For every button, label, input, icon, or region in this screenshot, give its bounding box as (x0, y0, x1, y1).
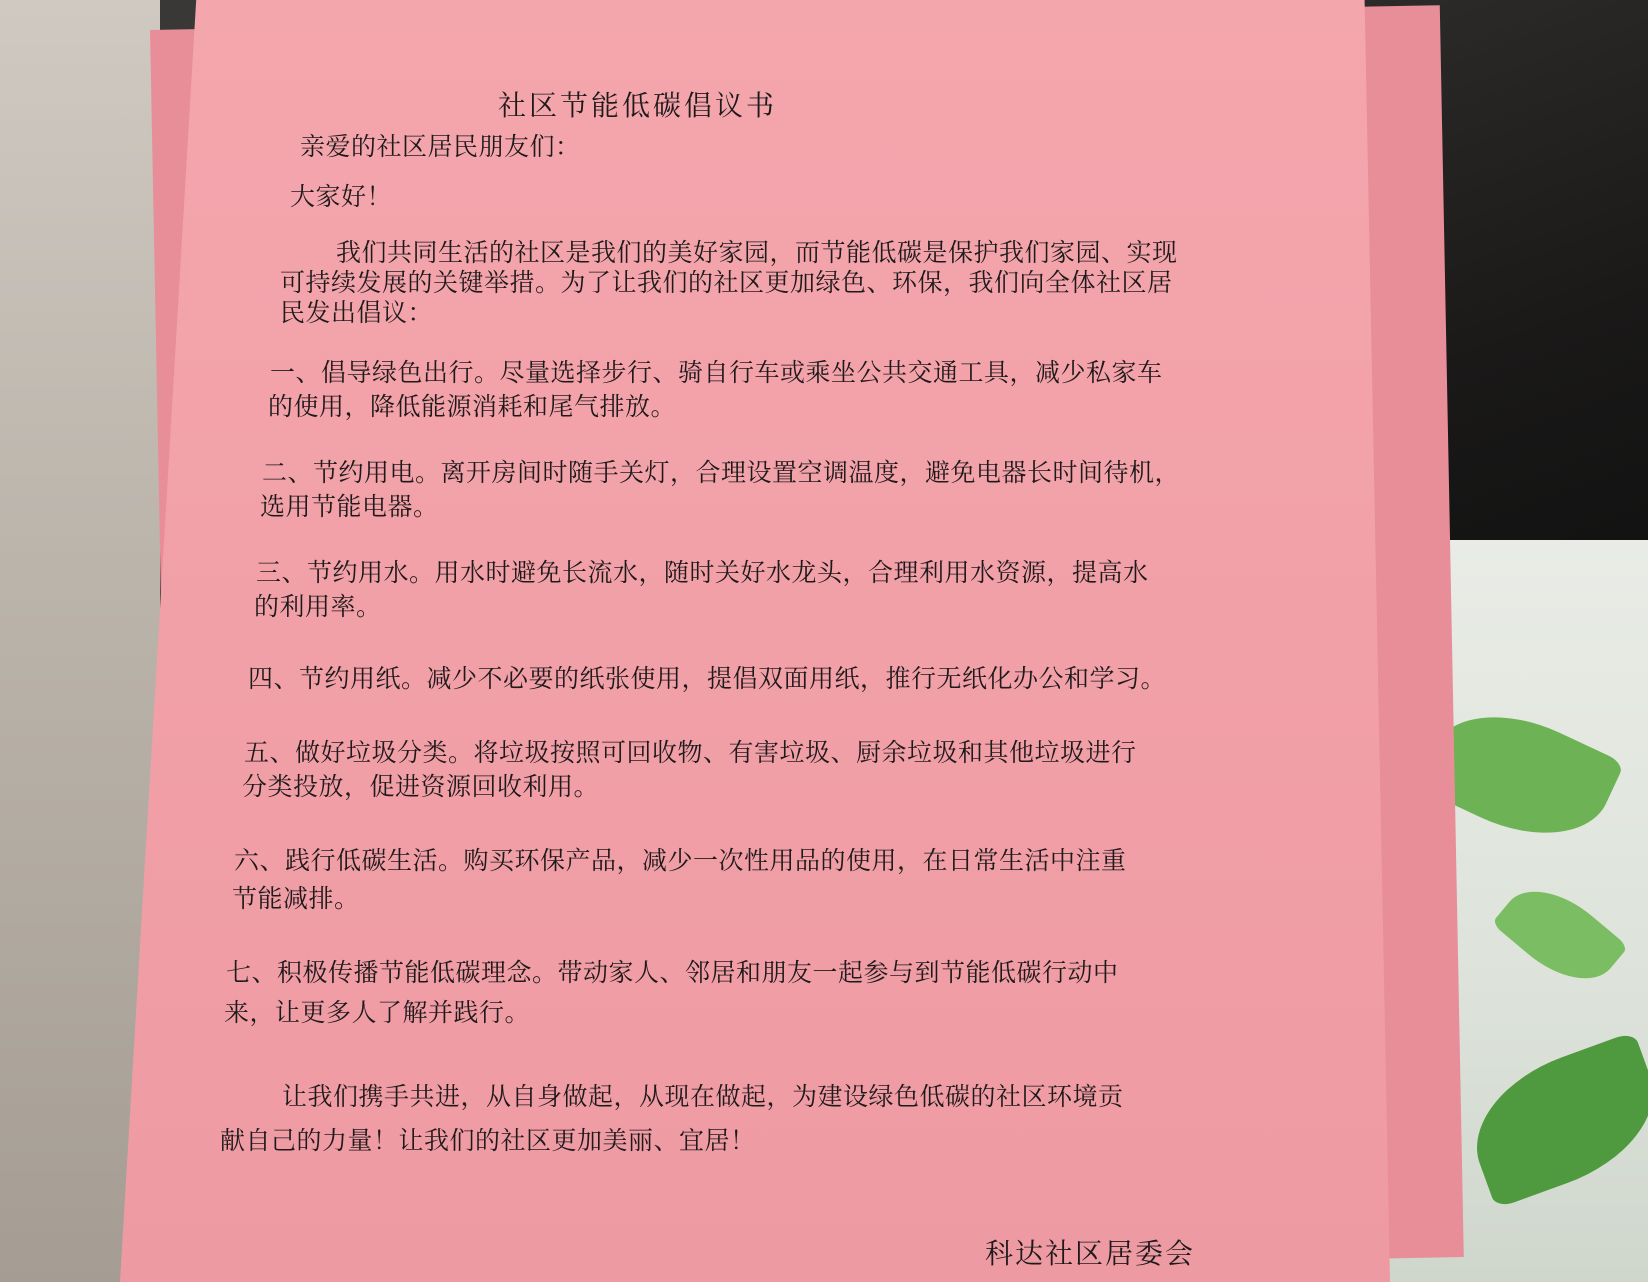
closing-line-2: 献自己的力量！让我们的社区更加美丽、宜居！ (220, 1126, 756, 1155)
signature: 科达社区居委会 (985, 1237, 1196, 1270)
item-6-line-1: 六、践行低碳生活。购买环保产品，减少一次性用品的使用，在日常生活中注重 (234, 846, 1127, 875)
item-2-line-1: 二、节约用电。离开房间时随手关灯，合理设置空调温度，避免电器长时间待机， (262, 458, 1181, 487)
intro-line-1: 我们共同生活的社区是我们的美好家园，而节能低碳是保护我们家园、实现 (336, 238, 1178, 267)
item-5-line-1: 五、做好垃圾分类。将垃圾按照可回收物、有害垃圾、厨余垃圾和其他垃圾进行 (244, 738, 1137, 767)
item-2-line-2: 选用节能电器。 (260, 492, 439, 521)
intro-line-3: 民发出倡议： (280, 298, 434, 327)
closing-line-1: 让我们携手共进，从自身做起，从现在做起，为建设绿色低碳的社区环境贡 (282, 1082, 1124, 1111)
hello: 大家好！ (290, 182, 393, 211)
intro-line-2: 可持续发展的关键举措。为了让我们的社区更加绿色、环保，我们向全体社区居 (280, 268, 1173, 297)
item-3-line-1: 三、节约用水。用水时避免长流水，随时关好水龙头，合理利用水资源，提高水 (256, 558, 1149, 587)
item-5-line-2: 分类投放，促进资源回收利用。 (242, 772, 600, 801)
item-1-line-2: 的使用，降低能源消耗和尾气排放。 (268, 392, 677, 421)
item-4-line-1: 四、节约用纸。减少不必要的纸张使用，提倡双面用纸，推行无纸化办公和学习。 (248, 664, 1167, 693)
item-7-line-2: 来，让更多人了解并践行。 (224, 998, 531, 1027)
document-title: 社区节能低碳倡议书 (498, 89, 778, 122)
item-1-line-1: 一、倡导绿色出行。尽量选择步行、骑自行车或乘坐公共交通工具，减少私家车 (270, 358, 1163, 387)
item-7-line-1: 七、积极传播节能低碳理念。带动家人、邻居和朋友一起参与到节能低碳行动中 (226, 958, 1119, 987)
item-6-line-2: 节能减排。 (232, 884, 360, 913)
greeting: 亲爱的社区居民朋友们： (300, 132, 581, 161)
item-3-line-2: 的利用率。 (254, 592, 382, 621)
